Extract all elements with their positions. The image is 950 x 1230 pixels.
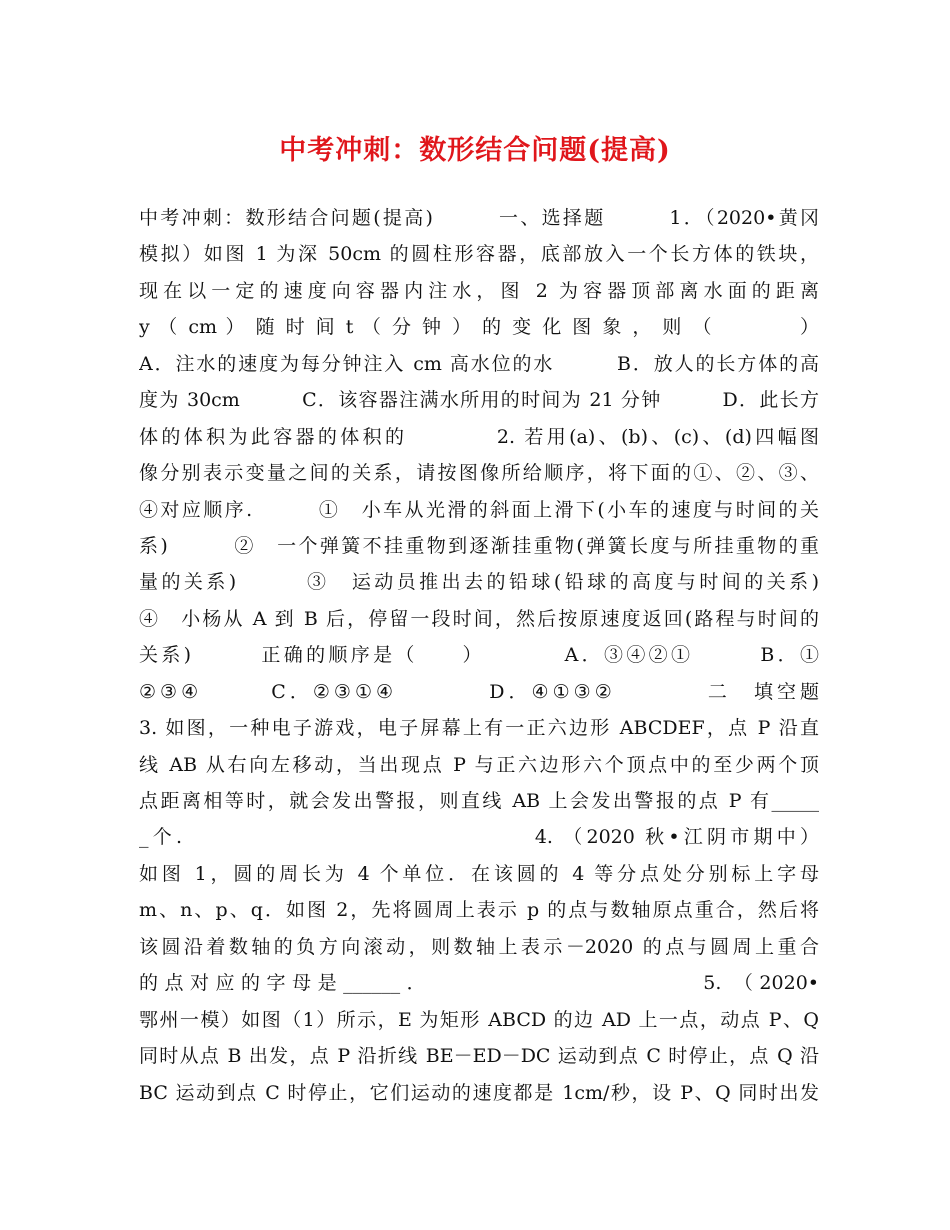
body-line: m、n、p、q．如图 2，先将圆周上表示 p 的点与数轴原点重合，然后将 (139, 899, 819, 922)
body-line: y （ cm ） 随 时 间 t （ 分 钟 ） 的 变 化 图 象 ， 则 （ ） (139, 316, 819, 339)
body-line: ②③④ C．②③①④ D．④①③② 二 填空题 (139, 680, 819, 703)
body-line: 现在以一定的速度向容器内注水，图 2 为容器顶部离水面的距离 (139, 279, 819, 302)
body-line: 中考冲刺：数形结合问题(提高) 一、选择题 1．（2020•黄冈 (139, 207, 819, 229)
body-line: 模拟）如图 1 为深 50cm 的圆柱形容器，底部放入一个长方体的铁块， (139, 243, 819, 266)
body-line: 如图 1，圆的周长为 4 个单位．在该圆的 4 等分点处分别标上字母 (139, 862, 819, 885)
body-line: 量的关系) ③ 运动员推出去的铅球(铅球的高度与时间的关系) (139, 571, 819, 594)
body-line: 的点对应的字母是______． 5. （2020• (139, 972, 819, 995)
body-line: ④ 小杨从 A 到 B 后，停留一段时间，然后按原速度返回(路程与时间的 (139, 607, 819, 630)
body-line: A．注水的速度为每分钟注入 cm 高水位的水 B．放人的长方体的高 (139, 352, 819, 375)
body-line: 点距离相等时，就会发出警报，则直线 AB 上会发出警报的点 P 有_____ (139, 790, 819, 812)
body-line: 体的体积为此容器的体积的 2. 若用(a)、(b)、(c)、(d)四幅图 (139, 425, 819, 448)
body-line: BC 运动到点 C 时停止，它们运动的速度都是 1cm/秒，设 P、Q 同时出发 (139, 1081, 819, 1104)
body-line: 度为 30cm C．该容器注满水所用的时间为 21 分钟 D．此长方 (139, 389, 819, 412)
document-body (139, 200, 819, 1111)
body-line: 像分别表示变量之间的关系，请按图像所给顺序，将下面的①、②、③、 (139, 462, 819, 485)
body-line: 线 AB 从右向左移动，当出现点 P 与正六边形六个顶点中的至少两个顶 (139, 753, 819, 776)
body-line: ④对应顺序. ① 小车从光滑的斜面上滑下(小车的速度与时间的关 (139, 498, 819, 521)
body-line: 鄂州一模）如图（1）所示，E 为矩形 ABCD 的边 AD 上一点，动点 P、Q (139, 1008, 819, 1031)
body-line: 关系) 正确的顺序是（ ） A．③④②① B．① (139, 644, 819, 667)
document-title: 中考冲刺：数形结合问题(提高) (279, 135, 671, 166)
body-line: 3. 如图，一种电子游戏，电子屏幕上有一正六边形 ABCDEF，点 P 沿直 (139, 717, 819, 740)
body-line: 系) ② 一个弹簧不挂重物到逐渐挂重物(弹簧长度与所挂重物的重 (139, 534, 819, 557)
body-line: _个. 4. （2020 秋•江阴市期中） (139, 826, 819, 849)
body-line: 该圆沿着数轴的负方向滚动，则数轴上表示－2020 的点与圆周上重合 (139, 935, 819, 958)
body-line: 同时从点 B 出发，点 P 沿折线 BE－ED－DC 运动到点 C 时停止，点 Q 沿 (139, 1045, 819, 1068)
